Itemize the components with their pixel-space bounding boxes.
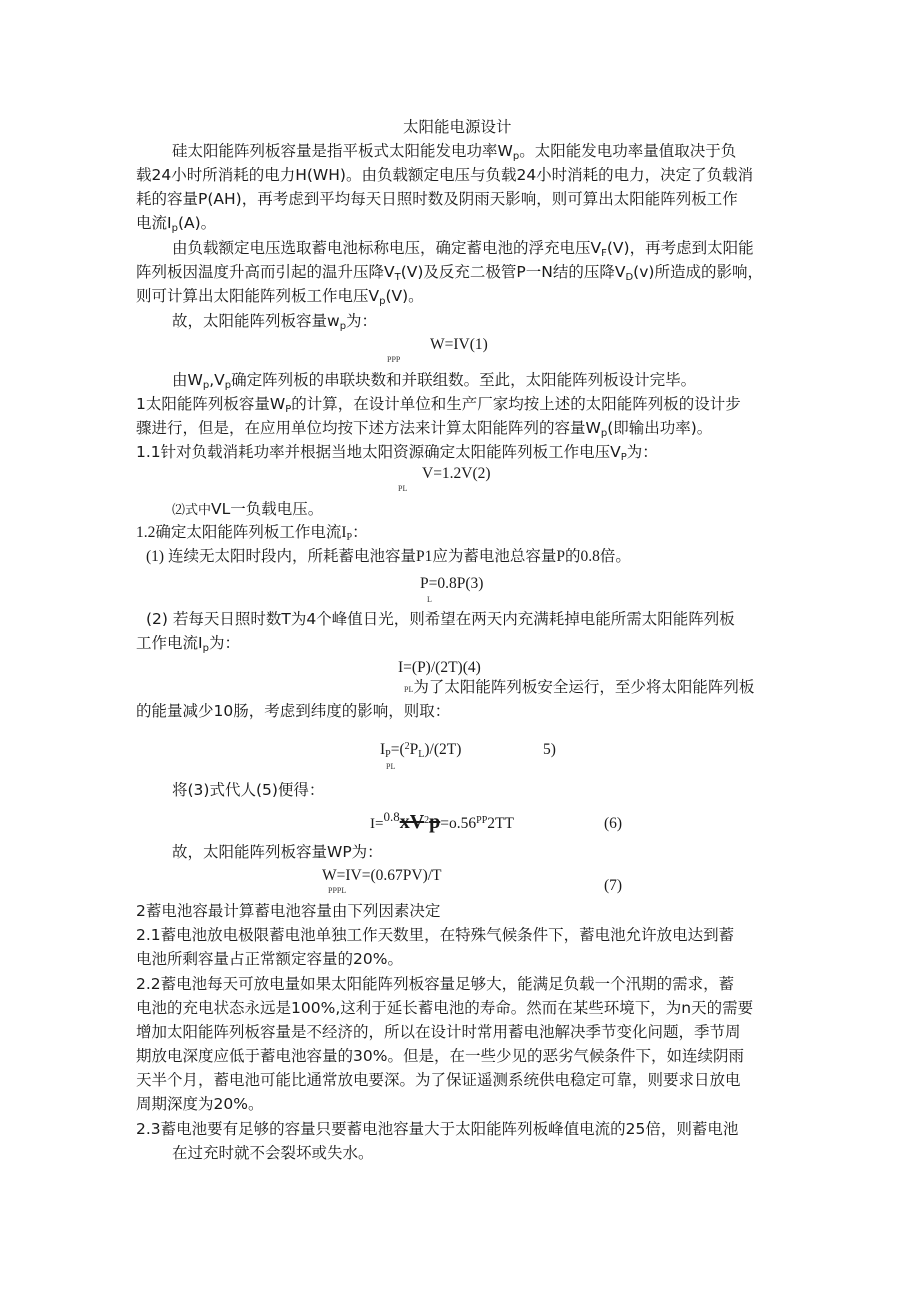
paragraph-line: 故，太阳能阵列板容量$w_p$为： [172,312,378,332]
paragraph-line: 硅太阳能阵列板容量是指平板式太阳能发电功率$W_p$。太阳能发电功率量值取决于负 [172,142,737,162]
item-2-line: 工作电流$I_p$为： [136,634,240,654]
section-1-1: 1.1针对负载消耗功率并根据当地太阳资源确定太阳能阵列板工作电压$V_P$为： [136,443,658,463]
equation-2: V=1.2V(2) [422,465,491,482]
equation-1: W=IV(1) [430,336,488,353]
equation-1-subscripts: PPP [387,355,401,364]
section-2-2: 2.2蓄电池每天可放电量如果太阳能阵列板容量足够大，能满足负载一个汛期的需求，蓄 [136,975,735,993]
item-2-continuation: PL为了太阳能阵列板安全运行，至少将太阳能阵列板 [404,678,755,696]
equation-7-number: (7) [604,877,623,894]
equation-2-subscripts: PL [398,484,408,493]
item-2-continuation: 的能量减少10肠，考虑到纬度的影响，则取： [136,702,451,720]
section-2-2: 周期深度为20%。 [136,1095,264,1113]
paragraph-line: 则可计算出太阳能阵列板工作电压$V_p(V)$。 [136,287,424,307]
section-1-2: 1.2确定太阳能阵列板工作电流$I_P$： [136,524,368,543]
paragraph-line: 由$W_p,V_p$确定阵列板的串联块数和并联组数。至此，太阳能阵列板设计完毕。 [172,371,697,391]
paragraph-line: 电流$I_p(A)$。 [136,214,217,234]
equation-4: I=(P)/(2T)(4) [398,659,481,676]
paragraph-line: 载24小时所消耗的电力H(WH)。由负载额定电压与负载24小时消耗的电力，决定了负载消 [136,166,754,184]
equation-5: $I_P=(^2P_L)/(2T)$ [380,741,462,760]
section-2-3: 2.3蓄电池要有足够的容量只要蓄电池容量大于太阳能阵列板峰值电流的25倍，则蓄电池 [136,1120,739,1138]
section-2-1: 电池所剩容量占正常额定容量的20%。 [136,950,403,968]
equation-5-number: 5) [543,741,556,758]
section-2-2: 增加太阳能阵列板容量是不经济的，所以在设计时常用蓄电池解决季节变化问题，季节周 [136,1023,741,1041]
item-2: (2) 若每天日照时数T为4个峰值日光，则希望在两天内充满耗掉电能所需太阳能阵列板 [146,610,735,628]
section-2-1: 2.1蓄电池放电极限蓄电池单独工作天数里，在特殊气候条件下，蓄电池允许放电达到蓄 [136,926,735,944]
section-2-3: 在过充时就不会裂坏或失水。 [172,1144,374,1162]
equation-7-subscripts: PPPL [328,886,347,895]
equation-3: P=0.8P(3) [420,575,484,592]
paragraph-line: 阵列板因温度升高而引起的温升压降$V_T(V)$及反充二极管P一N结的压降$V_D(v)$所造成的影响， [136,263,763,283]
capacity-intro: 故，太阳能阵列板容量WP为： [172,843,383,861]
section-2: 2蓄电池容最计算蓄电池容量由下列因素决定 [136,902,441,920]
item-1: (1) 连续无太阳时段内，所耗蓄电池容量P1应为蓄电池总容量P的0.8倍。 [146,548,631,565]
section-1-line: 1太阳能阵列板容量$W_P$的计算，在设计单位和生产厂家均按上述的太阳能阵列板的设计步 [136,395,741,415]
paragraph-line: 耗的容量P(AH)，再考虑到平均每天日照时数及阴雨天影响，则可算出太阳能阵列板工作 [136,190,738,208]
equation-2-note: ⑵式中VL一负载电压。 [172,500,324,518]
section-2-2: 期放电深度应低于蓄电池容量的30%。但是，在一些少见的恶劣气候条件下，如连续阴雨 [136,1047,744,1065]
section-2-2: 天半个月，蓄电池可能比通常放电要深。为了保证遥测系统供电稳定可靠，则要求日放电 [136,1071,741,1089]
equation-6-number: (6) [604,815,623,832]
equation-3-subscripts: L [427,595,432,604]
equation-5-subscripts: PL [386,762,396,771]
substitution-intro: 将(3)式代人(5)便得： [172,781,325,799]
paragraph-line: 由负载额定电压选取蓄电池标称电压，确定蓄电池的浮充电压$V_F(V)$，再考虑到太阳能 [172,239,754,259]
section-1-line: 骤进行，但是，在应用单位均按下述方法来计算太阳能阵列的容量$W_p$(即输出功率)。 [136,419,713,439]
equation-6: $I=^{0.8}xV^2p=o.56^{PP}2TT$ [370,809,514,833]
section-2-2: 电池的充电状态永远是100%,这利于延长蓄电池的寿命。然而在某些环境下，为n天的需要 [136,999,754,1017]
equation-7: W=IV=(0.67PV)/T [322,867,442,884]
document-title: 太阳能电源设计 [403,118,512,136]
